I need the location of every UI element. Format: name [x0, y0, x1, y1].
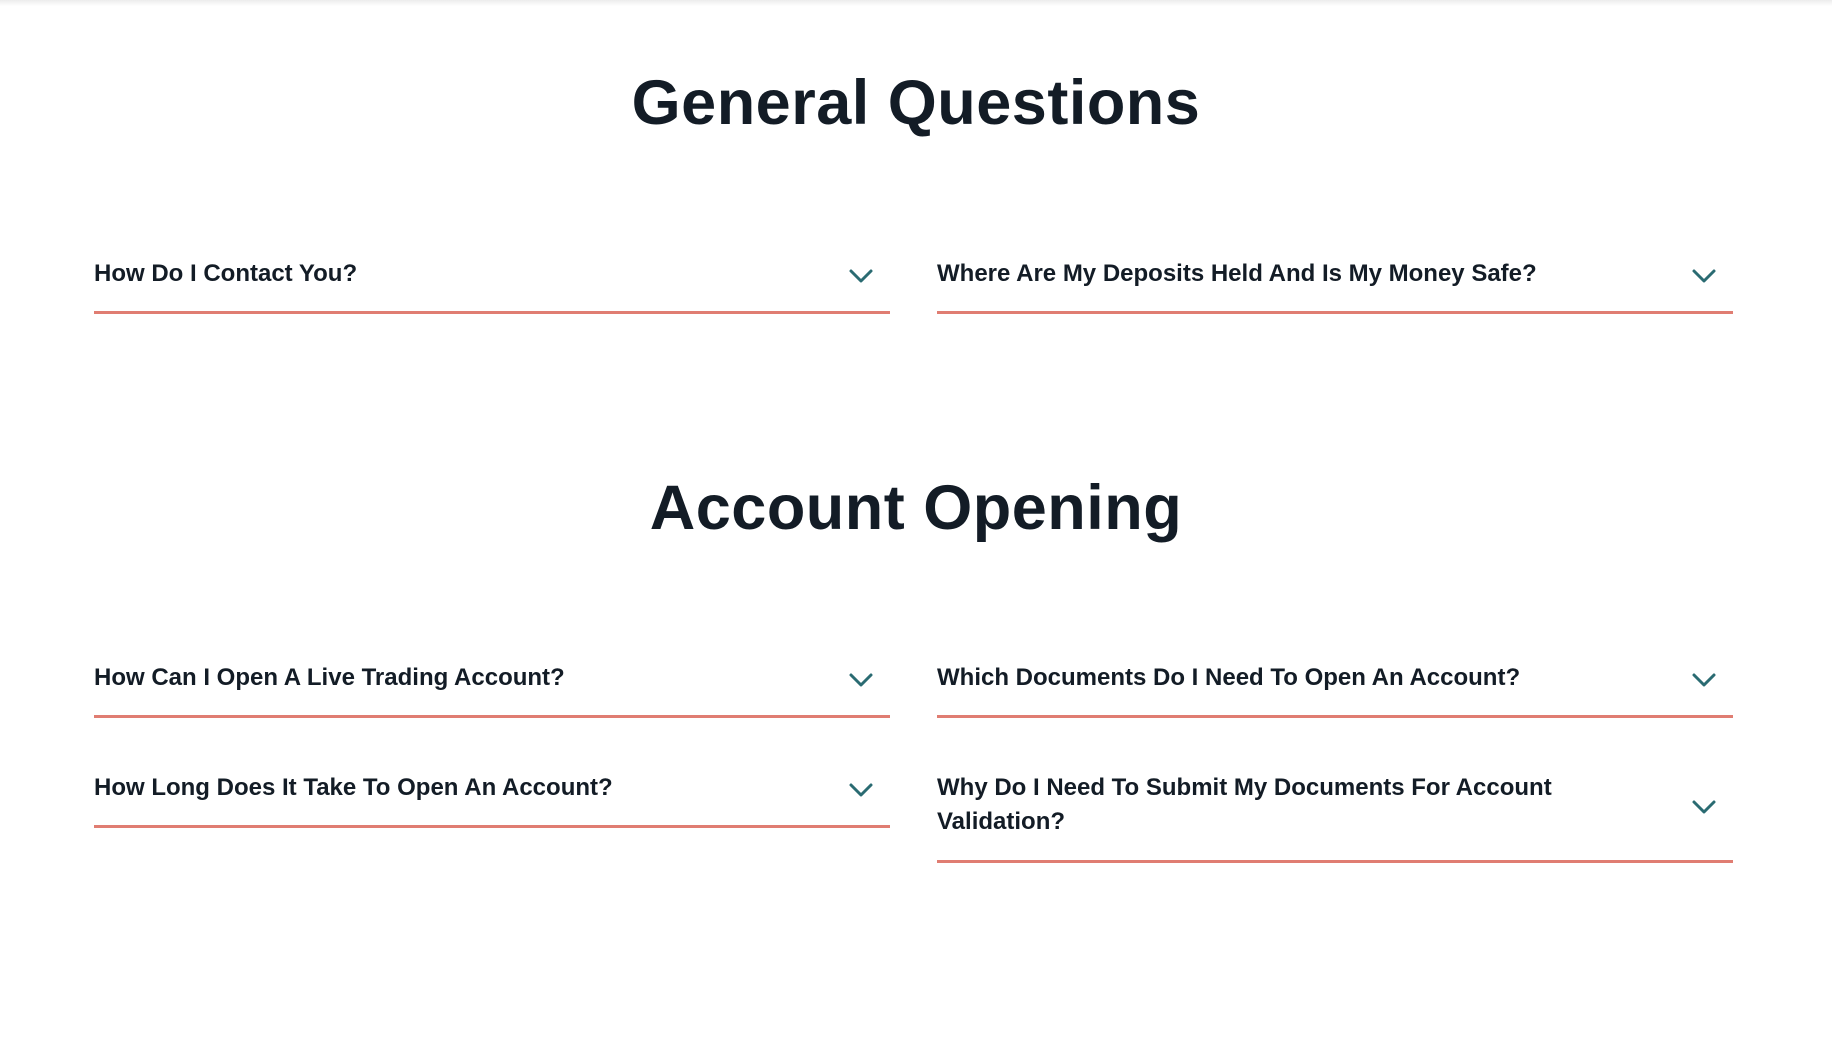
chevron-down-icon[interactable]: [848, 672, 874, 688]
faq-item-deposits-safe[interactable]: [937, 238, 1733, 314]
faq-item-document-validation[interactable]: [937, 753, 1733, 863]
chevron-down-icon[interactable]: [1691, 268, 1717, 284]
faq-question: How Do I Contact You?: [94, 260, 358, 287]
header-shadow: [0, 0, 1832, 6]
faq-question: Where Are My Deposits Held And Is My Money Safe?: [937, 260, 1537, 287]
section-title-general-questions: General Questions: [631, 68, 1201, 138]
chevron-down-icon[interactable]: [848, 782, 874, 798]
faq-item-account-opening-time[interactable]: [94, 753, 890, 828]
faq-item-contact[interactable]: [94, 238, 890, 314]
faq-question: How Can I Open A Live Trading Account?: [94, 664, 565, 691]
chevron-down-icon[interactable]: [1691, 799, 1717, 815]
section-title-account-opening: Account Opening: [649, 473, 1183, 543]
faq-item-open-live-account[interactable]: [94, 643, 890, 718]
faq-item-required-documents[interactable]: [937, 643, 1733, 718]
faq-question: How Long Does It Take To Open An Account?: [94, 774, 613, 801]
faq-question: Why Do I Need To Submit My Documents For Account Validation?: [937, 774, 1552, 835]
faq-question: Which Documents Do I Need To Open An Account?: [937, 664, 1521, 691]
chevron-down-icon[interactable]: [848, 268, 874, 284]
chevron-down-icon[interactable]: [1691, 672, 1717, 688]
